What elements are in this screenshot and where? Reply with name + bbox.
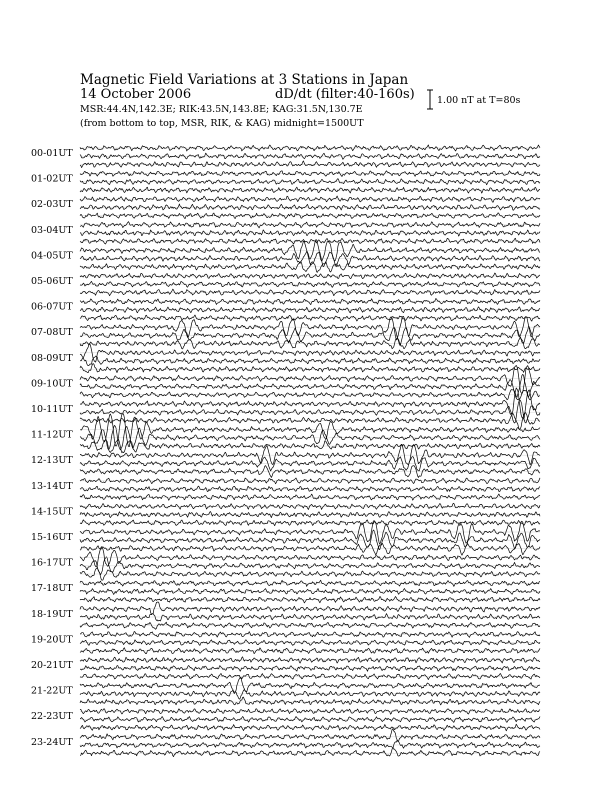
hour-label: 17-18UT	[31, 583, 73, 595]
hour-label: 14-15UT	[31, 506, 73, 518]
chart-subtitle: dD/dt (filter:40-160s)	[275, 87, 415, 102]
hour-label: 15-16UT	[31, 532, 73, 543]
hour-label: 21-22UT	[31, 685, 73, 697]
trace-msr	[80, 674, 540, 680]
trace-rik	[80, 690, 540, 700]
trace-kag	[80, 521, 540, 545]
trace-kag	[80, 547, 540, 567]
trace-rik	[80, 740, 540, 748]
scale-label: 1.00 nT at T=80s	[437, 95, 521, 106]
trace-kag	[80, 316, 540, 340]
trace-rik	[80, 457, 540, 471]
hour-label: 22-23UT	[31, 711, 73, 723]
hour-label: 03-04UT	[31, 224, 73, 236]
hour-label: 06-07UT	[31, 301, 73, 313]
trace-msr	[80, 364, 540, 373]
trace-rik	[80, 614, 540, 622]
trace-kag	[80, 414, 540, 447]
trace-kag	[80, 388, 540, 419]
trace-msr	[80, 697, 540, 705]
trace-rik	[80, 204, 540, 210]
hour-label: 04-05UT	[31, 250, 73, 262]
trace-kag	[80, 677, 540, 692]
trace-kag	[80, 344, 540, 362]
hour-label: 19-20UT	[31, 634, 73, 646]
hour-label: 20-21UT	[31, 660, 73, 671]
hour-label: 23-24UT	[31, 736, 73, 748]
chart-title: Magnetic Field Variations at 3 Stations in Japan	[80, 72, 409, 88]
hour-label: 13-14UT	[31, 480, 73, 492]
hour-label: 16-17UT	[31, 557, 73, 569]
trace-kag	[80, 729, 540, 742]
hour-label: 01-02UT	[31, 173, 73, 185]
scale-bar	[424, 88, 436, 112]
trace-msr	[80, 543, 540, 555]
hour-label: 09-10UT	[31, 378, 73, 390]
hour-label: 12-13UT	[31, 455, 73, 467]
chart-date: 14 October 2006	[80, 87, 192, 102]
trace-msr	[80, 337, 540, 349]
hour-label: 00-01UT	[31, 148, 73, 159]
station-order-note: (from bottom to top, MSR, RIK, & KAG) midnight=1500UT	[80, 118, 364, 129]
hour-label: 18-19UT	[31, 608, 73, 620]
hour-label: 02-03UT	[31, 199, 73, 211]
station-coordinates: MSR:44.4N,142.3E; RIK:43.5N,143.8E; KAG:31.5N,130.7E	[80, 104, 363, 115]
trace-msr	[80, 748, 540, 757]
hour-label: 08-09UT	[31, 352, 73, 364]
trace-kag	[80, 602, 540, 615]
hour-label: 07-08UT	[31, 327, 73, 339]
trace-msr	[80, 622, 540, 629]
hour-label: 10-11UT	[31, 404, 73, 415]
hour-label: 05-06UT	[31, 276, 73, 287]
trace-kag	[80, 632, 540, 638]
hour-label: 11-12UT	[31, 429, 73, 441]
